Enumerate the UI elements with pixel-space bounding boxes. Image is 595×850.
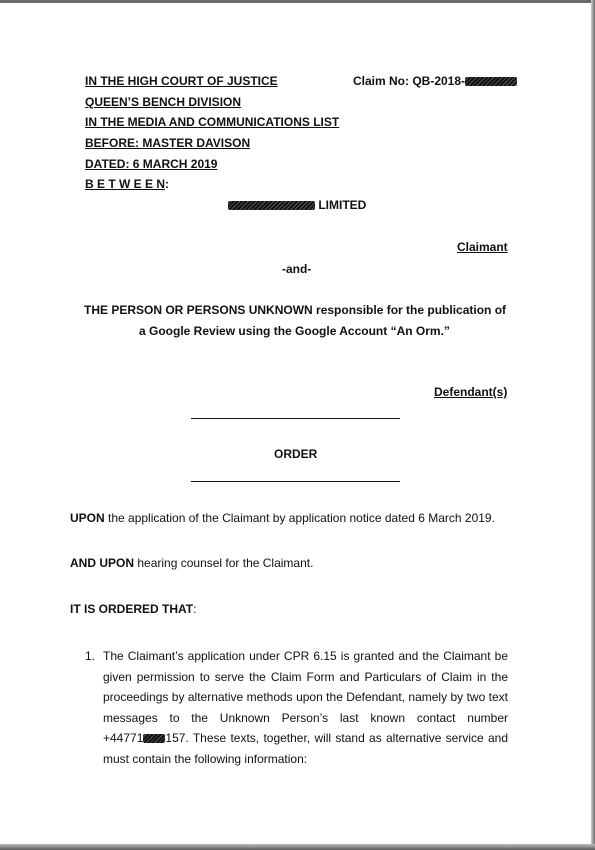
- paragraph-1-body: [103, 646, 508, 769]
- ordered-colon: :: [193, 602, 197, 616]
- redaction-mark: [465, 77, 517, 86]
- claim-number: [353, 74, 517, 89]
- court-name: IN THE HIGH COURT OF JUSTICE: [85, 74, 278, 88]
- court-division: QUEEN’S BENCH DIVISION: [85, 95, 242, 109]
- and-upon-recital: [70, 556, 313, 571]
- paragraph-1-line: must contain the following information:: [103, 751, 308, 766]
- claimant-name-suffix: LIMITED: [318, 198, 367, 212]
- redaction-mark: [143, 734, 165, 743]
- redaction-mark: [228, 201, 315, 210]
- order-title: ORDER: [274, 447, 318, 461]
- defendant-role: Defendant(s): [434, 385, 508, 399]
- claimant-role: Claimant: [457, 240, 508, 254]
- paragraph-1-line: [103, 728, 508, 749]
- order-rule-bottom: [191, 481, 400, 482]
- upon-text: the application of the Claimant by application notice dated 6 March 2019.: [104, 511, 495, 525]
- paragraph-1-line: The Claimant’s application under CPR 6.15 is granted and the Claimant be: [103, 649, 508, 663]
- and-upon-text: hearing counsel for the Claimant.: [134, 556, 314, 570]
- paragraph-1-line: messages to the Unknown Person’s last known contact number: [103, 710, 508, 725]
- ordered-heading: [70, 602, 196, 617]
- page-bottom-edge: [0, 844, 595, 850]
- ordered-text: IT IS ORDERED THAT: [70, 602, 194, 616]
- claim-number-label: Claim No: QB-2018-: [353, 74, 466, 88]
- page-right-edge: [591, 0, 595, 850]
- between-label: B E T W E E N: [85, 177, 166, 191]
- claimant-name: [228, 198, 366, 213]
- between-heading: [85, 177, 169, 192]
- defendant-description-line1: THE PERSON OR PERSONS UNKNOWN responsible for the publication of: [84, 303, 507, 317]
- page-top-edge: [0, 0, 595, 3]
- date-line: DATED: 6 MARCH 2019: [85, 157, 218, 171]
- defendant-description-line2: a Google Review using the Google Account “An Orm.”: [139, 324, 450, 338]
- judge-line: BEFORE: MASTER DAVISON: [85, 136, 251, 150]
- court-list: IN THE MEDIA AND COMMUNICATIONS LIST: [85, 115, 340, 129]
- upon-recital: [70, 511, 495, 526]
- paragraph-1-line: proceedings by alternative methods upon the Defendant, namely by two text: [103, 690, 508, 704]
- paragraph-1-number: 1.: [85, 649, 96, 663]
- phone-suffix-text: 157. These texts, together, will stand as alternative service and: [165, 731, 508, 745]
- order-rule-top: [191, 418, 400, 419]
- phone-prefix: +44771: [103, 731, 144, 745]
- and-separator: -and-: [282, 262, 312, 276]
- paragraph-1-line: given permission to serve the Claim Form and Particulars of Claim in the: [103, 669, 508, 684]
- upon-keyword: UPON: [70, 511, 105, 525]
- and-upon-keyword: AND UPON: [70, 556, 135, 570]
- between-colon: :: [165, 177, 170, 191]
